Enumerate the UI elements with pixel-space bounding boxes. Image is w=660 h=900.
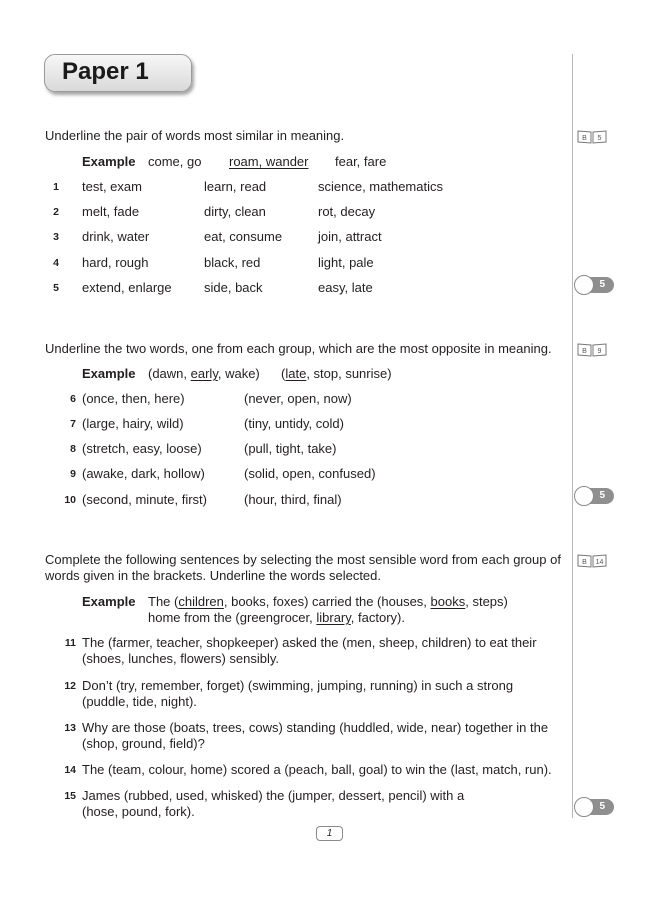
example-label: Example	[82, 154, 136, 169]
score-circle[interactable]	[574, 797, 594, 817]
question-number: 6	[70, 393, 76, 405]
section-1-badge-left: B	[582, 135, 587, 142]
example-text: (dawn,	[148, 366, 191, 381]
option-a[interactable]: hard, rough	[82, 255, 149, 270]
section-1-badge-right: 5	[597, 135, 602, 142]
sentence-item[interactable]: Why are those (boats, trees, cows) standing (huddled, wide, near) together in the (shop, ground, field)?	[82, 720, 549, 751]
section-2-example	[82, 366, 135, 382]
example-label: Example	[82, 366, 136, 381]
example-underlined: library	[316, 610, 351, 625]
section-1-score-box[interactable]	[574, 275, 614, 295]
score-total: 5	[582, 799, 614, 815]
option-b[interactable]: side, back	[204, 280, 263, 295]
option-c[interactable]: join, attract	[318, 229, 382, 244]
example-text: , books, foxes) carried the (houses,	[223, 594, 431, 609]
margin-rule	[572, 54, 573, 818]
question-number: 5	[53, 282, 59, 294]
option-b[interactable]: dirty, clean	[204, 204, 266, 219]
section-3-score-box[interactable]	[574, 797, 614, 817]
score-total: 5	[582, 488, 614, 504]
example-underlined: late	[285, 366, 307, 381]
section-2-badge-left: B	[582, 348, 587, 355]
section-3-instruction: Complete the following sentences by selecting the most sensible word from each group of words given in the brackets. Underline the words selected.	[45, 552, 561, 583]
example-group-1	[148, 366, 260, 382]
group-a[interactable]: (second, minute, first)	[82, 492, 207, 507]
section-1-example	[82, 154, 135, 170]
sentence-item[interactable]: James (rubbed, used, whisked) the (jumper, dessert, pencil) with a (hose, pound, fork).	[82, 788, 465, 819]
example-text: The (	[148, 594, 179, 609]
example-sentence	[148, 594, 538, 626]
sentence-item[interactable]: The (team, colour, home) scored a (peach, ball, goal) to win the (last, match, run).	[82, 762, 552, 777]
option-c[interactable]: easy, late	[318, 280, 373, 295]
question-number: 11	[64, 637, 76, 649]
score-circle[interactable]	[574, 486, 594, 506]
question-number: 10	[64, 494, 76, 506]
group-b[interactable]: (never, open, now)	[244, 391, 352, 406]
section-3-badge-right: 14	[595, 559, 604, 566]
section-1-instruction: Underline the pair of words most similar in meaning.	[45, 128, 345, 143]
question-number: 4	[53, 257, 59, 269]
group-b[interactable]: (solid, open, confused)	[244, 466, 376, 481]
option-a[interactable]: test, exam	[82, 179, 142, 194]
score-circle[interactable]	[574, 275, 594, 295]
page-title: Paper 1	[62, 58, 149, 85]
group-b[interactable]: (pull, tight, take)	[244, 441, 337, 456]
option-b[interactable]: black, red	[204, 255, 261, 270]
section-2-score-box[interactable]	[574, 486, 614, 506]
question-number: 7	[70, 418, 76, 430]
group-a[interactable]: (large, hairy, wild)	[82, 416, 184, 431]
option-c[interactable]: science, mathematics	[318, 179, 443, 194]
option-b[interactable]: eat, consume	[204, 229, 283, 244]
question-number: 2	[53, 206, 59, 218]
section-2-badge-right: 9	[597, 348, 602, 355]
book-badge-icon	[576, 554, 608, 568]
example-underlined: children	[178, 594, 224, 609]
score-total: 5	[582, 277, 614, 293]
option-b[interactable]: learn, read	[204, 179, 267, 194]
example-label: Example	[82, 594, 136, 609]
option-c[interactable]: light, pale	[318, 255, 374, 270]
example-text: , steps) home from the (greengrocer,	[148, 594, 508, 625]
option-a[interactable]: extend, enlarge	[82, 280, 172, 295]
sentence-item[interactable]: Don’t (try, remember, forget) (swimming, jumping, running) in such a strong (puddle, tide, night).	[82, 678, 514, 709]
section-3-example	[82, 594, 135, 610]
option-a[interactable]: melt, fade	[82, 204, 140, 219]
example-text: (	[281, 366, 286, 381]
section-2-instruction: Underline the two words, one from each group, which are the most opposite in meaning.	[45, 341, 552, 356]
book-badge-icon	[576, 130, 608, 144]
sentence-item[interactable]: The (farmer, teacher, shopkeeper) asked the (men, sheep, children) to eat their (shoes, lunches, flowers) sensibly.	[82, 635, 537, 666]
group-a[interactable]: (stretch, easy, loose)	[82, 441, 202, 456]
question-number: 8	[70, 443, 76, 455]
question-number: 13	[64, 722, 76, 734]
example-option-2: roam, wander	[229, 154, 309, 169]
example-option-1: come, go	[148, 154, 202, 169]
group-a[interactable]: (awake, dark, hollow)	[82, 466, 205, 481]
page-number: 1	[316, 826, 343, 841]
question-number: 14	[64, 764, 76, 776]
question-number: 12	[64, 680, 76, 692]
section-3-badge-left: B	[582, 559, 587, 566]
group-a[interactable]: (once, then, here)	[82, 391, 185, 406]
book-badge-icon	[576, 343, 608, 357]
group-b[interactable]: (hour, third, final)	[244, 492, 342, 507]
question-number: 15	[64, 790, 76, 802]
example-text: , wake)	[217, 366, 260, 381]
example-underlined: books	[430, 594, 466, 609]
example-underlined: early	[190, 366, 218, 381]
group-b[interactable]: (tiny, untidy, cold)	[244, 416, 344, 431]
question-number: 9	[70, 468, 76, 480]
option-c[interactable]: rot, decay	[318, 204, 376, 219]
question-number: 3	[53, 231, 59, 243]
example-option-3: fear, fare	[335, 154, 387, 169]
example-text: , factory).	[350, 610, 405, 625]
example-text: , stop, sunrise)	[306, 366, 392, 381]
question-number: 1	[53, 181, 59, 193]
example-group-2	[281, 366, 392, 382]
option-a[interactable]: drink, water	[82, 229, 150, 244]
